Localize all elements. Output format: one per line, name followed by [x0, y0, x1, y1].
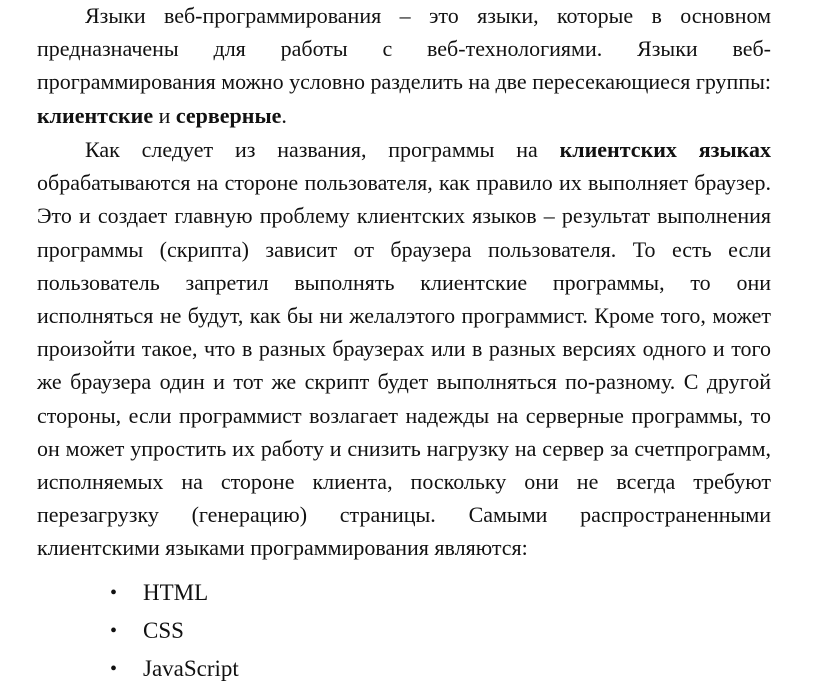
period-text: .	[281, 102, 287, 128]
list-item	[0, 574, 239, 612]
bullet-icon: •	[110, 658, 118, 680]
bullet-icon: •	[110, 582, 118, 604]
bullet-icon: •	[110, 620, 118, 642]
conjunction-text: и	[153, 102, 176, 128]
intro-paragraph	[37, 0, 771, 132]
client-languages-paragraph	[37, 133, 771, 565]
list-item-label: HTML	[143, 580, 209, 605]
list-item	[0, 612, 239, 650]
list-item-label: JavaScript	[143, 656, 239, 681]
client-para-lead: Как следует из названия, программы на	[85, 137, 560, 162]
list-item-label: CSS	[143, 618, 184, 643]
client-term: клиентские	[37, 102, 154, 128]
list-item	[0, 650, 239, 688]
languages-list	[0, 574, 239, 688]
client-languages-term: клиентских языках	[559, 137, 771, 162]
intro-text: Языки веб-программирования – это языки, которые в основном предназначены для работы с веб-технологиями. Языки веб-программирования можно условно разделить на две пересекающиеся группы:	[37, 3, 771, 95]
server-term: серверные	[175, 102, 282, 128]
client-para-body: обрабатываются на стороне пользователя, как правило их выполняет браузер. Это и создает главную проблему клиентских языков – результат выполнения программы (скрипта) зависит от браузера пользователя. То есть если пользователь запретил выполнять клиентские программы, то они исполняться не будут, как бы ни желалэтого программист. Кроме того, может произойти такое, что в разных браузерах или в разных версиях одного и того же браузера один и тот же скрипт будет выполняться по-разному. С другой стороны, если программист возлагает надежды на серверные программы, то он может упростить их работу и снизить нагрузку на сервер за счетпрограмм, исполняемых на стороне клиента, поскольку они не всегда требуют перезагрузку (генерацию) страницы. Самыми распространенными клиентскими языками программирования являются:	[37, 170, 771, 561]
